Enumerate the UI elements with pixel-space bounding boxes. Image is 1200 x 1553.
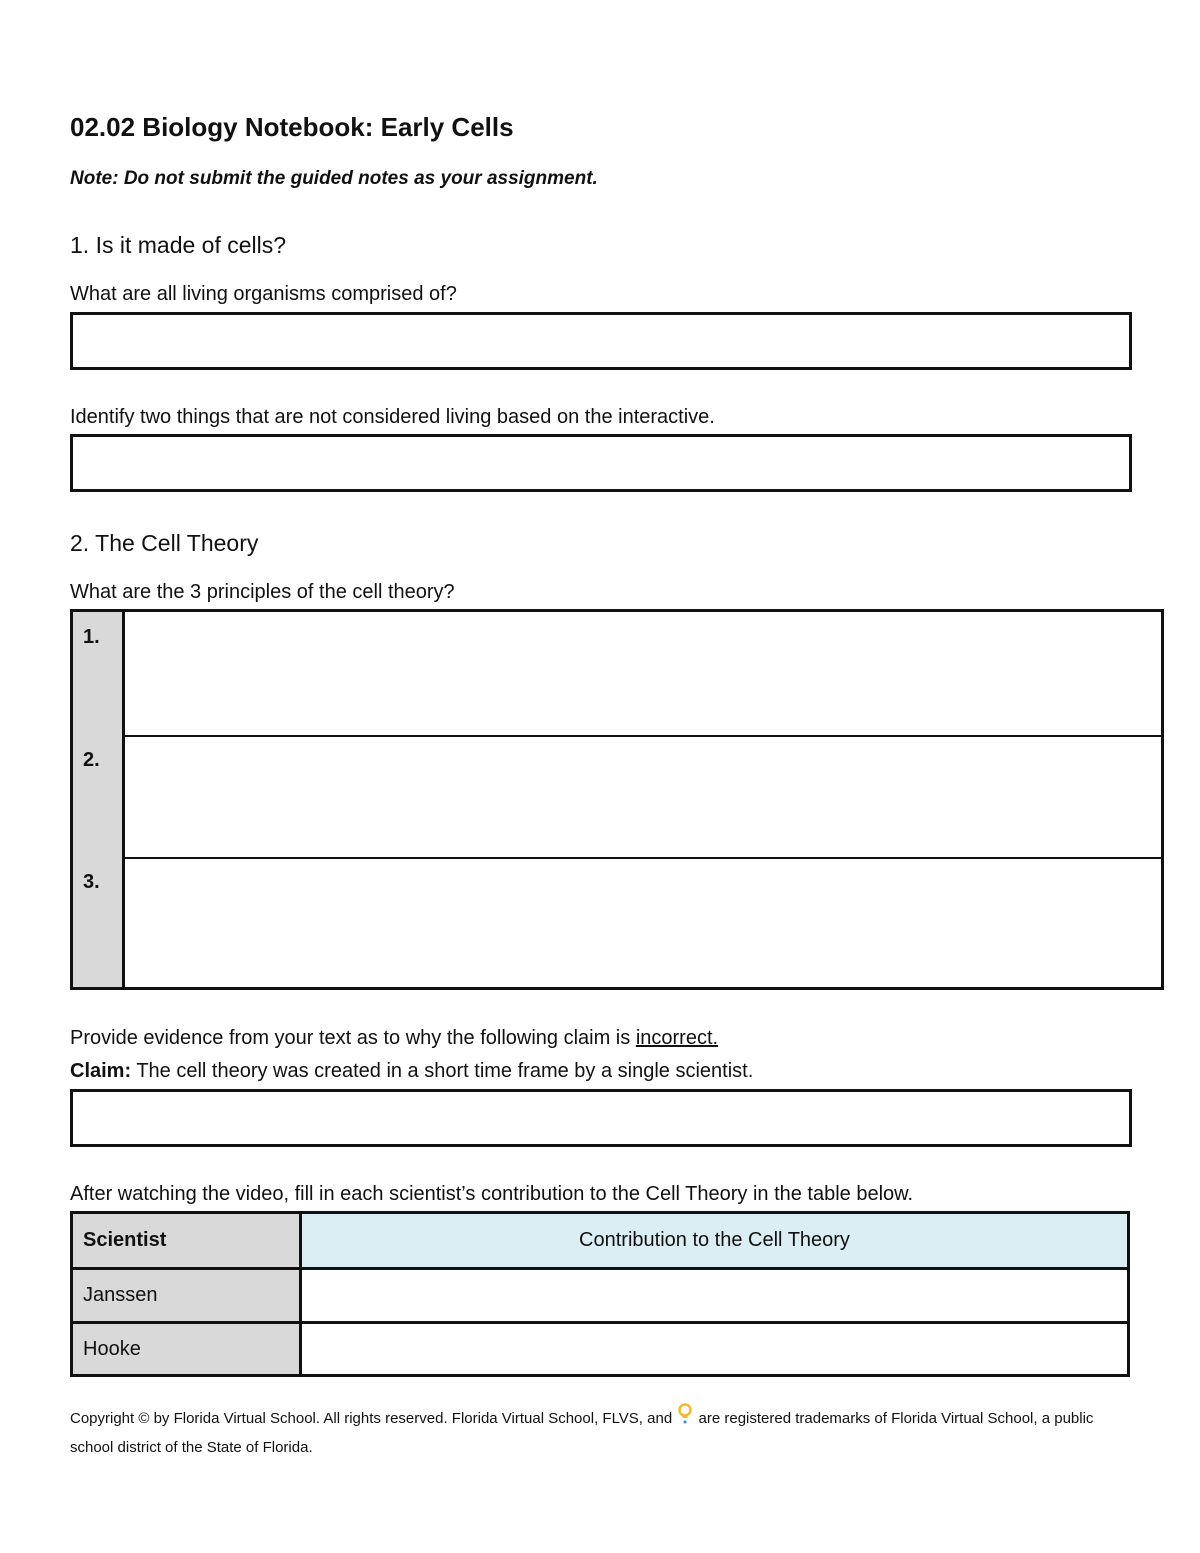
principle-number: 3.	[73, 857, 125, 987]
principle-number: 2.	[73, 735, 125, 857]
principle-row	[73, 612, 1161, 737]
evidence-emphasis: incorrect.	[635, 1027, 719, 1049]
scientist-name: Hooke	[73, 1324, 302, 1374]
column-header-scientist: Scientist	[73, 1214, 302, 1267]
answer-box-not-living[interactable]	[70, 434, 1132, 492]
scientist-name: Janssen	[73, 1270, 302, 1321]
claim-text: The cell theory was created in a short time frame by a single scientist.	[131, 1060, 754, 1082]
question-living-organisms: What are all living organisms comprised of?	[70, 283, 457, 305]
submission-note: Note: Do not submit the guided notes as your assignment.	[70, 168, 598, 189]
principle-answer-cell[interactable]	[125, 735, 1161, 857]
lightbulb-icon	[678, 1403, 692, 1434]
principle-row	[73, 735, 1161, 859]
claim-label: Claim:	[70, 1060, 132, 1082]
table-row	[73, 1324, 1127, 1374]
answer-box-living-organisms[interactable]	[70, 312, 1132, 370]
principle-number: 1.	[73, 612, 125, 735]
copyright-text: Copyright © by Florida Virtual School. All rights reserved. Florida Virtual School, FLVS, and	[70, 1410, 673, 1427]
video-instruction: After watching the video, fill in each scientist’s contribution to the Cell Theory in the table below.	[70, 1183, 914, 1205]
question-cell-theory-principles: What are the 3 principles of the cell theory?	[70, 581, 455, 603]
trademark-text: are registered trademarks of Florida Virtual School, a public school district of the State of Florida.	[70, 1410, 1094, 1456]
page-title: 02.02 Biology Notebook: Early Cells	[70, 112, 514, 142]
table-row	[73, 1270, 1127, 1324]
evidence-instruction	[70, 1027, 718, 1050]
answer-box-claim-evidence[interactable]	[70, 1089, 1132, 1147]
principles-table	[70, 609, 1164, 990]
section-1-heading: 1. Is it made of cells?	[70, 232, 287, 258]
evidence-prefix: Provide evidence from your text as to why the following claim is	[70, 1027, 636, 1049]
claim-line	[70, 1060, 753, 1083]
contribution-cell[interactable]	[302, 1324, 1127, 1374]
principle-answer-cell[interactable]	[125, 612, 1161, 735]
column-header-contribution: Contribution to the Cell Theory	[302, 1214, 1127, 1267]
principle-answer-cell[interactable]	[125, 857, 1161, 987]
principle-row	[73, 857, 1161, 987]
copyright-footer	[70, 1403, 1130, 1461]
contribution-cell[interactable]	[302, 1270, 1127, 1321]
table-header-row	[73, 1214, 1127, 1270]
scientist-table	[70, 1211, 1130, 1377]
question-not-living: Identify two things that are not considered living based on the interactive.	[70, 406, 715, 428]
section-2-heading: 2. The Cell Theory	[70, 530, 259, 556]
